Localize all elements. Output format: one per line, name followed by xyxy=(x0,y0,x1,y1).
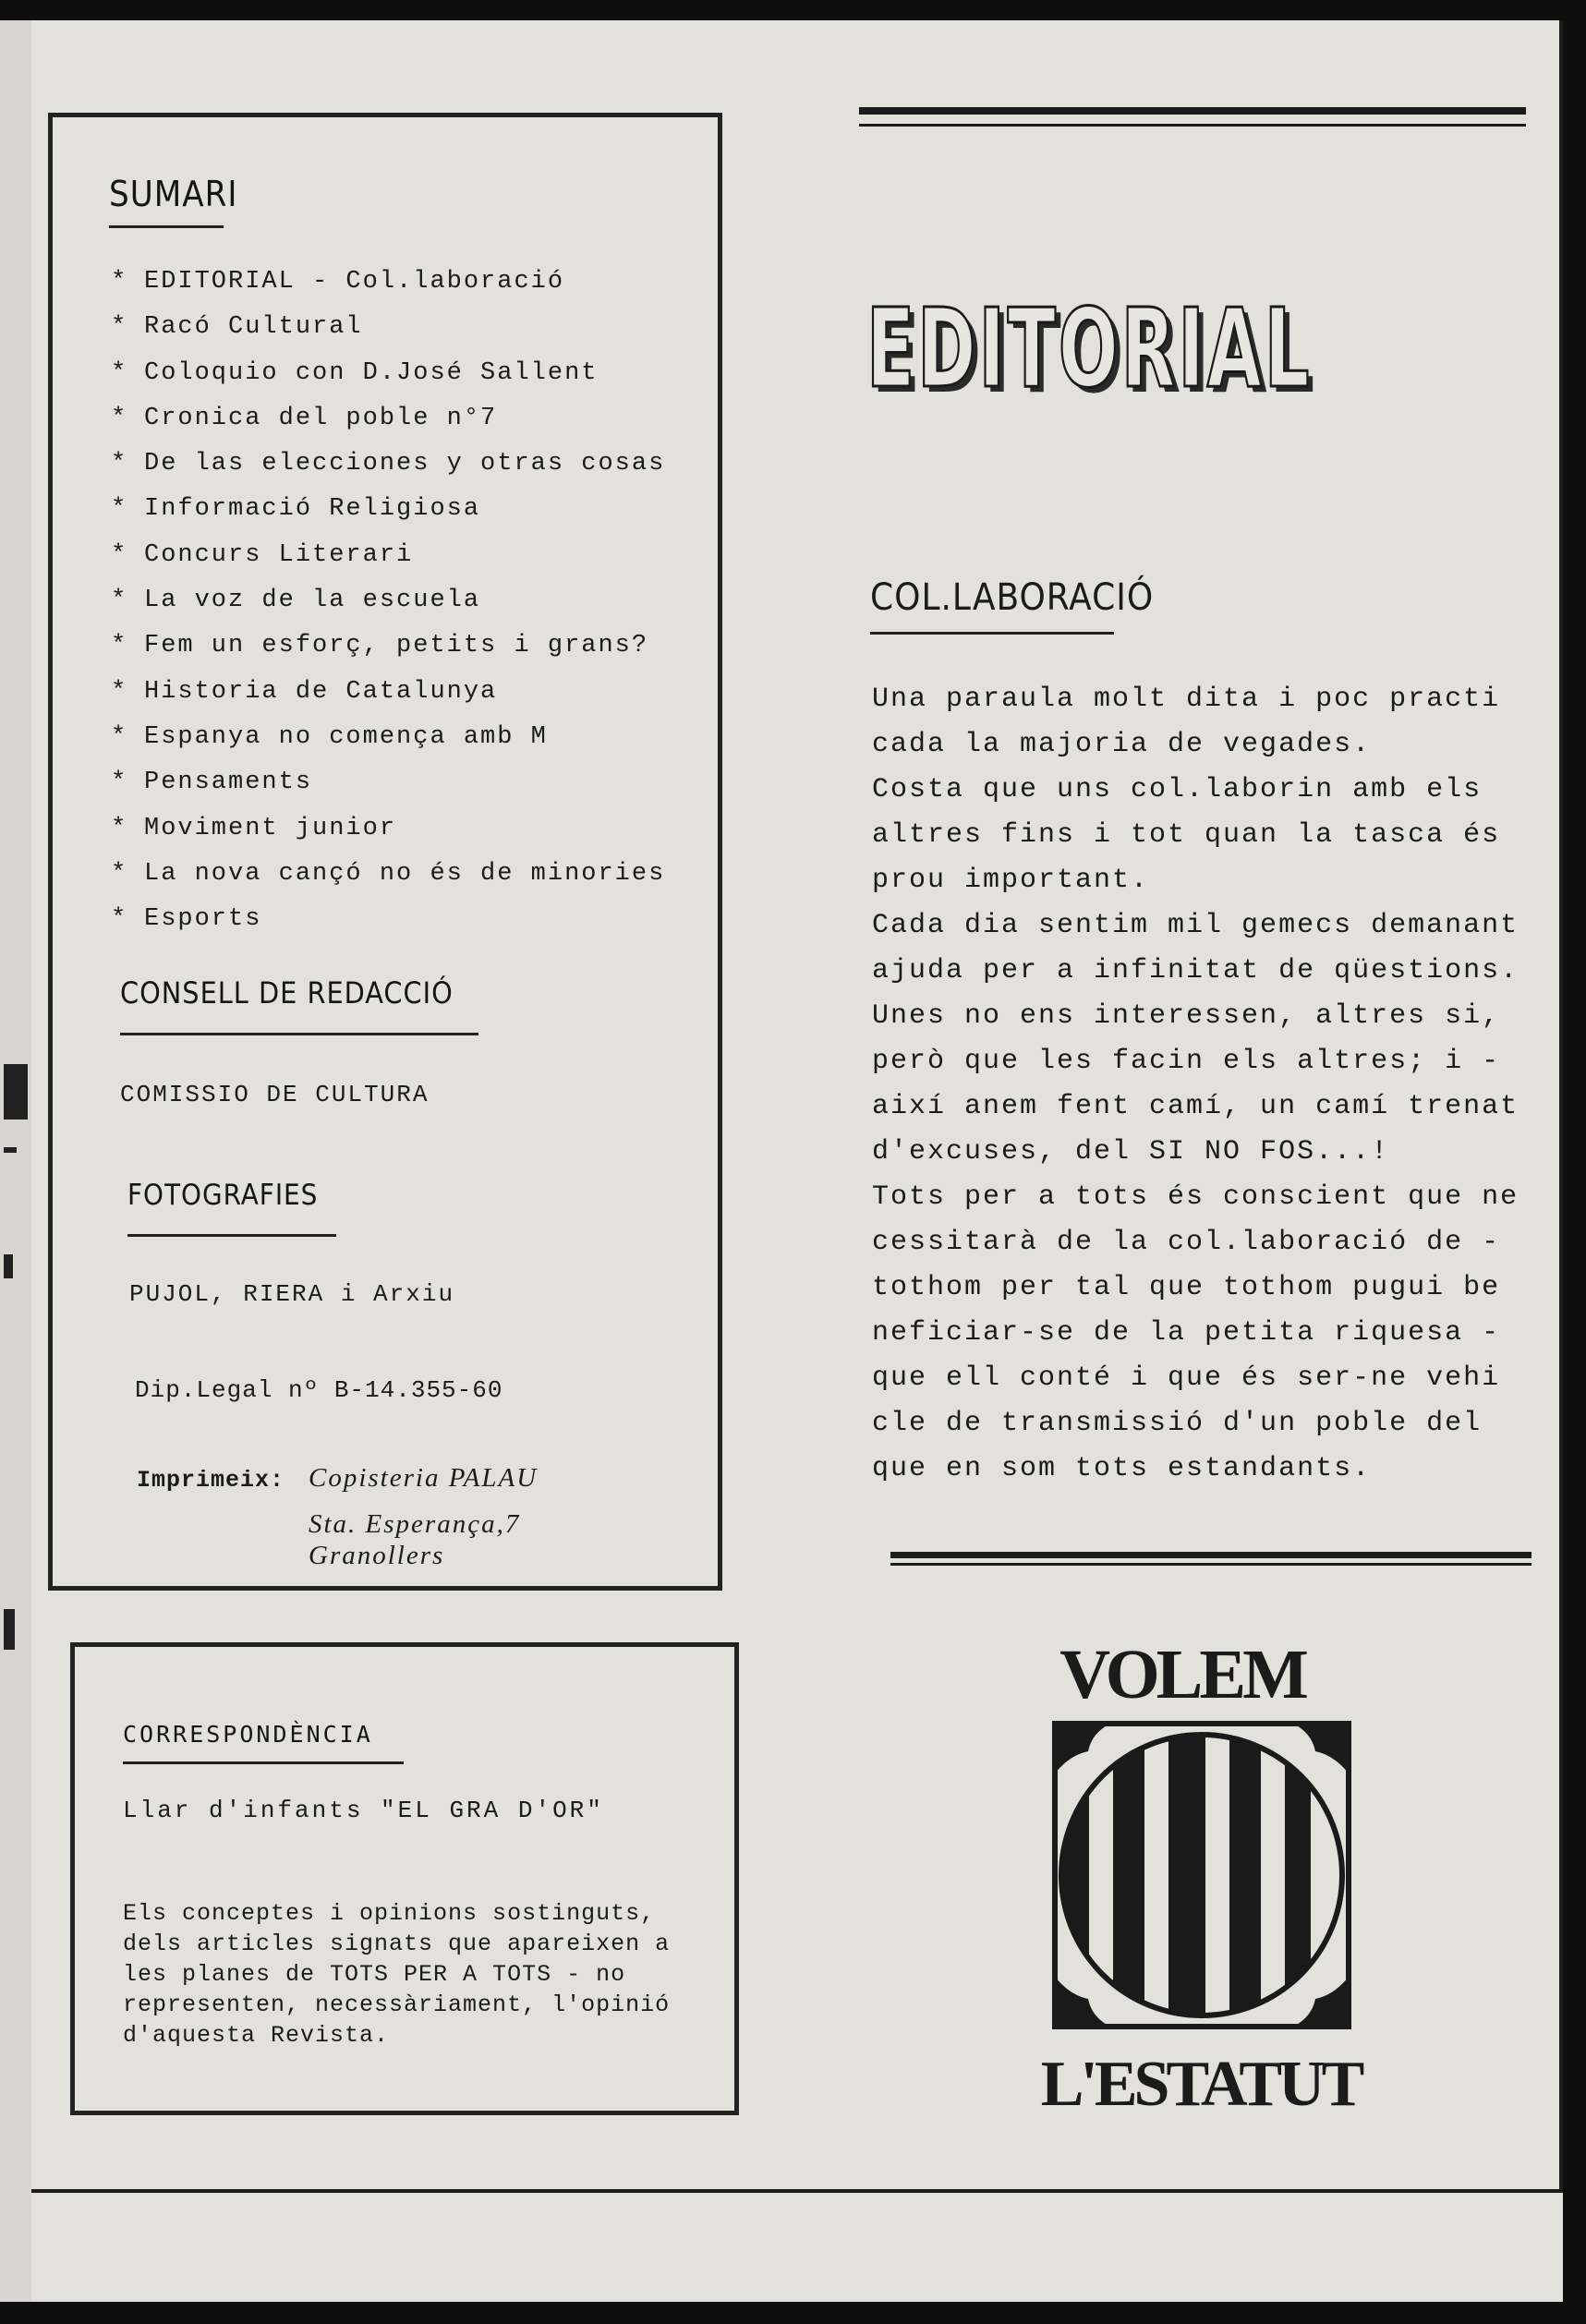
consell-title: CONSELL DE REDACCIÓ xyxy=(120,975,454,1011)
toc-item-label: Cronica del poble n°7 xyxy=(144,404,498,432)
senyera-shield-icon xyxy=(1049,1718,1354,2032)
consell-underline xyxy=(120,1033,478,1035)
bullet: * xyxy=(111,905,128,934)
top-rule-thin xyxy=(859,124,1526,127)
correspondencia-box xyxy=(70,1642,739,2115)
toc-item-label: La nova cançó no és de minories xyxy=(144,859,666,888)
toc-item-label: Espanya no comença amb M xyxy=(144,722,548,751)
toc-item-label: Esports xyxy=(144,905,262,934)
sumari-title-underline xyxy=(109,225,224,228)
article-line: Cada dia sentim mil gemecs demanant xyxy=(872,910,1519,941)
editorial-title: EDITORIAL xyxy=(866,284,1313,412)
toc-item xyxy=(111,815,665,860)
toc-item xyxy=(111,359,665,405)
estatut-text: L'ESTATUT xyxy=(1040,2049,1362,2120)
toc-item-label: Informació Religiosa xyxy=(144,495,481,524)
toc-item-label: La voz de la escuela xyxy=(144,587,481,615)
imprimeix-city: Granollers xyxy=(309,1541,445,1570)
toc-list xyxy=(111,268,665,950)
right-margin-rule xyxy=(1559,20,1563,2191)
article-line: Una paraula molt dita i poc practi xyxy=(872,684,1501,715)
imprimeix-label: Imprimeix: xyxy=(137,1467,285,1494)
bullet: * xyxy=(111,540,128,569)
bullet: * xyxy=(111,632,128,660)
article-line: prou important. xyxy=(872,865,1150,896)
toc-item-label: Racó Cultural xyxy=(144,313,363,342)
bullet: * xyxy=(111,450,128,478)
article-title: COL.LABORACIÓ xyxy=(870,576,1155,619)
bullet: * xyxy=(111,677,128,706)
foto-underline xyxy=(127,1234,336,1237)
toc-item xyxy=(111,268,665,313)
article-line: cessitarà de la col.laboració de - xyxy=(872,1227,1501,1258)
edge-mark xyxy=(4,1147,17,1153)
toc-item-label: Fem un esforç, petits i grans? xyxy=(144,632,649,660)
article-line: tothom per tal que tothom pugui be xyxy=(872,1272,1501,1303)
toc-item xyxy=(111,769,665,814)
toc-item-label: Coloquio con D.José Sallent xyxy=(144,358,599,387)
bullet: * xyxy=(111,769,128,797)
toc-item-label: Concurs Literari xyxy=(144,540,414,569)
toc-item xyxy=(111,450,665,495)
toc-item xyxy=(111,723,665,769)
toc-item xyxy=(111,541,665,587)
edge-mark xyxy=(4,1609,15,1650)
correspondencia-underline xyxy=(123,1761,404,1764)
article-line: Costa que uns col.laborin amb els xyxy=(872,774,1483,805)
bottom-rule xyxy=(31,2189,1563,2193)
bullet: * xyxy=(111,404,128,432)
imprimeix-name: Copisteria PALAU xyxy=(309,1463,539,1493)
article-title-underline xyxy=(870,632,1114,635)
article-end-rule xyxy=(890,1552,1532,1558)
toc-item xyxy=(111,405,665,450)
previous-page-edge xyxy=(0,20,35,2302)
bullet: * xyxy=(111,814,128,842)
edge-mark xyxy=(4,1064,28,1120)
consell-value: COMISSIO DE CULTURA xyxy=(120,1081,430,1108)
toc-item-label: Historia de Catalunya xyxy=(144,677,498,706)
article-line: que ell conté i que és ser-ne vehi xyxy=(872,1362,1501,1394)
article-line: cle de transmissió d'un poble del xyxy=(872,1408,1483,1439)
toc-item-label: De las elecciones y otras cosas xyxy=(144,450,666,478)
toc-item xyxy=(111,860,665,905)
article-line: Tots per a tots és conscient que ne xyxy=(872,1181,1519,1213)
toc-item xyxy=(111,587,665,632)
toc-item xyxy=(111,495,665,540)
toc-item xyxy=(111,632,665,677)
bullet: * xyxy=(111,722,128,751)
imprimeix-street: Sta. Esperança,7 xyxy=(309,1509,521,1539)
bullet: * xyxy=(111,495,128,524)
bullet: * xyxy=(111,268,128,296)
top-rule xyxy=(859,107,1526,115)
correspondencia-address: Llar d'infants "EL GRA D'OR" xyxy=(123,1797,604,1824)
edge-mark xyxy=(4,1254,13,1278)
sumari-title: SUMARI xyxy=(109,174,238,214)
volem-text: VOLEM xyxy=(1059,1636,1305,1713)
article-line: Unes no ens interessen, altres si, xyxy=(872,1000,1501,1032)
dip-legal: Dip.Legal nº B-14.355-60 xyxy=(135,1376,503,1404)
article-line: d'excuses, del SI NO FOS...! xyxy=(872,1136,1390,1168)
toc-item xyxy=(111,678,665,723)
bullet: * xyxy=(111,358,128,387)
bullet: * xyxy=(111,587,128,615)
article-line: ajuda per a infinitat de qüestions. xyxy=(872,955,1519,986)
toc-item xyxy=(111,905,665,950)
disclaimer-text: Els conceptes i opinions sostinguts, dels articles signats que apareixen a les planes de TOTS PER A TOTS - no representen, necessàriament, l'opinió d'aquesta Revista. xyxy=(123,1900,671,2049)
article-line: neficiar-se de la petita riquesa - xyxy=(872,1317,1501,1349)
article-line: cada la majoria de vegades. xyxy=(872,729,1372,760)
article-body xyxy=(872,684,1519,1498)
toc-item-label: Pensaments xyxy=(144,769,313,797)
toc-item xyxy=(111,313,665,358)
foto-value: PUJOL, RIERA i Arxiu xyxy=(129,1280,455,1308)
article-line: que en som tots estandants. xyxy=(872,1453,1372,1484)
toc-item-label: Moviment junior xyxy=(144,814,397,842)
article-line: així anem fent camí, un camí trenat xyxy=(872,1091,1519,1122)
correspondencia-title: CORRESPONDÈNCIA xyxy=(123,1721,373,1748)
toc-item-label: EDITORIAL - Col.laboració xyxy=(144,268,565,296)
article-line: però que les facin els altres; i - xyxy=(872,1046,1501,1077)
article-line: altres fins i tot quan la tasca és xyxy=(872,819,1501,851)
article-end-rule-thin xyxy=(890,1563,1532,1566)
foto-title: FOTOGRAFIES xyxy=(127,1179,319,1212)
bullet: * xyxy=(111,313,128,342)
bullet: * xyxy=(111,859,128,888)
